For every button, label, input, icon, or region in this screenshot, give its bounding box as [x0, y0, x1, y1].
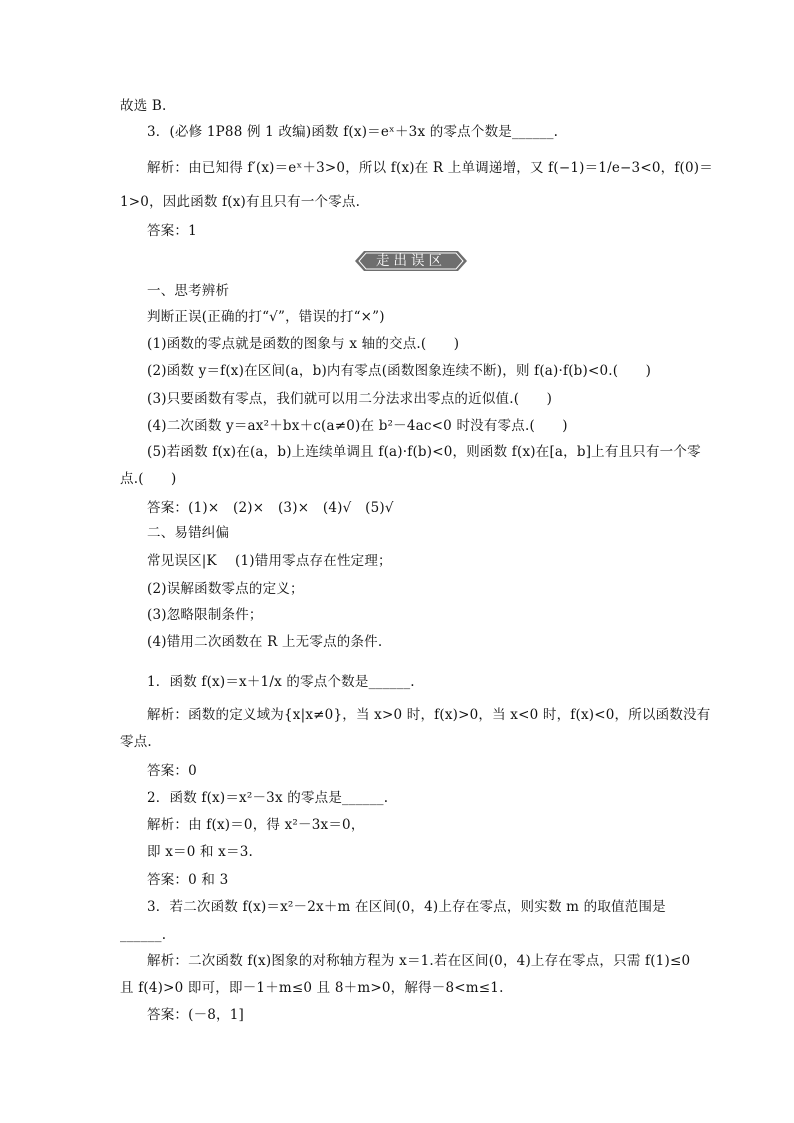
judge-item-1: (1)函数的零点就是函数的图象与 x 轴的交点.( ) — [147, 336, 460, 352]
judge-item-5-line-1: (5)若函数 f(x)在(a，b)上连续单调且 f(a)·f(b)<0，则函数 f(x)在[a，b]上有且只有一个零 — [147, 444, 701, 460]
section-banner — [355, 251, 467, 271]
ex2-question: 2．函数 f(x)＝x²－3x 的零点是______. — [147, 790, 389, 806]
judge-instruction: 判断正误(正确的打“√”，错误的打“×”) — [147, 309, 385, 325]
judge-item-2: (2)函数 y＝f(x)在区间(a，b)内有零点(函数图象连续不断)，则 f(a)·f(b)<0.( ) — [147, 363, 652, 379]
q3-line: 3．(必修 1P88 例 1 改编)函数 f(x)＝eˣ＋3x 的零点个数是______. — [147, 124, 559, 140]
ex2-analysis-line-1: 解析：由 f(x)＝0，得 x²－3x＝0， — [147, 817, 365, 833]
misconception-1: 常见误区|K (1)错用零点存在性定理； — [147, 553, 392, 569]
choice-line: 故选 B. — [120, 98, 167, 114]
ex3-analysis-line-1: 解析：二次函数 f(x)图象的对称轴方程为 x＝1.若在区间(0，4)上存在零点，只需 f(1)≤0 — [147, 953, 691, 969]
ex3-answer: 答案：(－8，1] — [147, 1007, 245, 1023]
q3-analysis-line-2: 1>0，因此函数 f(x)有且只有一个零点. — [120, 194, 361, 210]
misconception-2: (2)误解函数零点的定义； — [147, 581, 304, 597]
ex1-analysis-line-2: 零点. — [120, 734, 152, 750]
ex3-analysis-line-2: 且 f(4)>0 即可，即－1＋m≤0 且 8＋m>0，解得－8<m≤1. — [120, 980, 504, 996]
q3-analysis-line-1: 解析：由已知得 f′(x)＝eˣ＋3>0，所以 f(x)在 R 上单调递增，又 f(−1)＝1/e−3<0，f(0)＝ — [147, 160, 713, 176]
q3-answer-line: 答案：1 — [147, 223, 197, 239]
ex1-question: 1．函数 f(x)＝x＋1/x 的零点个数是______. — [147, 674, 415, 690]
misconception-4: (4)错用二次函数在 R 上无零点的条件. — [147, 634, 383, 650]
judge-item-4: (4)二次函数 y＝ax²＋bx＋c(a≠0)在 b²－4ac<0 时没有零点.( ) — [147, 418, 568, 434]
judge-answers: 答案：(1)× (2)× (3)× (4)√ (5)√ — [147, 500, 394, 516]
section-1-heading: 一、思考辨析 — [147, 283, 230, 299]
misconception-3: (3)忽略限制条件； — [147, 607, 263, 623]
ex2-analysis-line-2: 即 x＝0 和 x＝3. — [147, 844, 253, 860]
judge-item-3: (3)只要函数有零点，我们就可以用二分法求出零点的近似值.( ) — [147, 391, 553, 407]
ex3-question-line-2: ______. — [120, 927, 167, 943]
ex1-analysis-line-1: 解析：函数的定义域为{x|x≠0}，当 x>0 时，f(x)>0，当 x<0 时，f(x)<0，所以函数没有 — [147, 707, 711, 723]
ex3-question-line-1: 3．若二次函数 f(x)＝x²－2x＋m 在区间(0，4)上存在零点，则实数 m 的取值范围是 — [147, 899, 666, 915]
ex1-answer: 答案：0 — [147, 763, 197, 779]
ex2-answer: 答案：0 和 3 — [147, 872, 229, 888]
section-2-heading: 二、易错纠偏 — [147, 525, 230, 541]
banner-title: 走出误区 — [376, 253, 446, 269]
judge-item-5-line-2: 点.( ) — [120, 471, 177, 487]
